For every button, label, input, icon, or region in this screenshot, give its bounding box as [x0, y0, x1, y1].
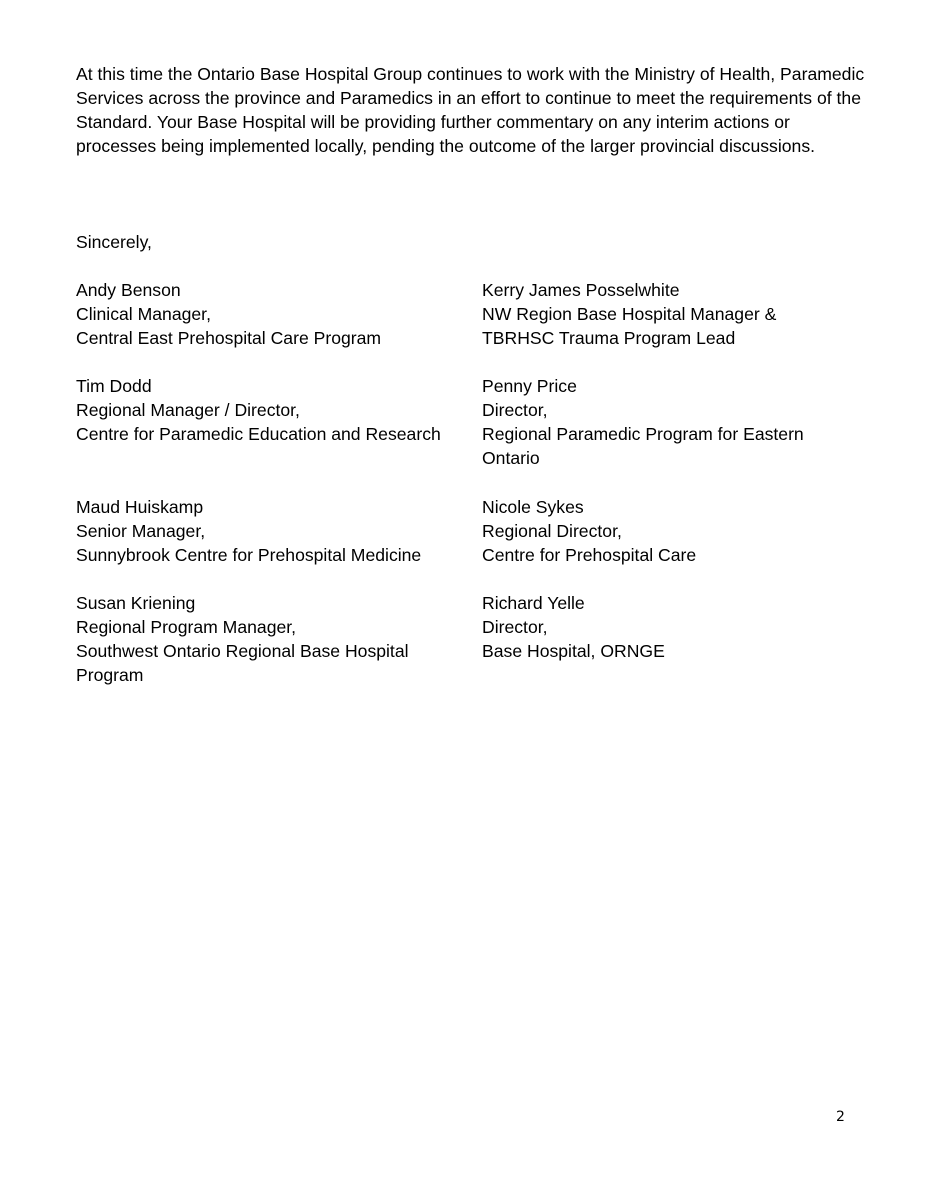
signatory-name: Penny Price — [482, 376, 577, 396]
signatory-organization: Southwest Ontario Regional Base Hospital Program — [76, 641, 409, 685]
signatory-title: Clinical Manager, — [76, 304, 211, 324]
signatory-name: Tim Dodd — [76, 376, 152, 396]
signatory-name: Richard Yelle — [482, 593, 585, 613]
signatory-organization: Centre for Paramedic Education and Research — [76, 424, 441, 444]
signatory-name: Susan Kriening — [76, 593, 196, 613]
signature-block — [76, 591, 436, 687]
signatory-title: Regional Program Manager, — [76, 617, 297, 637]
signatory-organization: Central East Prehospital Care Program — [76, 328, 382, 348]
signatory-name: Kerry James Posselwhite — [482, 280, 680, 300]
signatory-title: Director, — [482, 400, 548, 420]
signature-block — [76, 495, 468, 567]
signature-block — [482, 591, 874, 663]
closing-salutation: Sincerely, — [76, 232, 152, 252]
signatory-title: NW Region Base Hospital Manager & — [482, 304, 777, 324]
signature-block — [482, 374, 832, 470]
signatory-organization: Regional Paramedic Program for Eastern Ontario — [482, 424, 804, 468]
signatory-title: Director, — [482, 617, 548, 637]
signatory-organization: Sunnybrook Centre for Prehospital Medicine — [76, 545, 422, 565]
signature-block — [482, 495, 874, 567]
page-number: 2 — [836, 1109, 845, 1125]
signatory-organization: Centre for Prehospital Care — [482, 545, 697, 565]
signature-block — [482, 278, 874, 350]
signatory-name: Nicole Sykes — [482, 497, 584, 517]
signatory-title: Regional Director, — [482, 521, 622, 541]
signatory-title: Senior Manager, — [76, 521, 206, 541]
intro-paragraph: At this time the Ontario Base Hospital Group continues to work with the Ministry of Health, Paramedic Services across the province and Paramedics in an effort to continue to meet the requirements of the Standard. Your Base Hospital will be providing further commentary on any interim actions or processes being implemented locally, pending the outcome of the larger provincial discussions. — [76, 64, 865, 156]
signatory-organization: Base Hospital, ORNGE — [482, 641, 665, 661]
signatory-organization: TBRHSC Trauma Program Lead — [482, 328, 736, 348]
signature-block — [76, 374, 468, 446]
signatory-name: Maud Huiskamp — [76, 497, 204, 517]
signatory-title: Regional Manager / Director, — [76, 400, 300, 420]
signature-block — [76, 278, 468, 350]
signatory-name: Andy Benson — [76, 280, 181, 300]
